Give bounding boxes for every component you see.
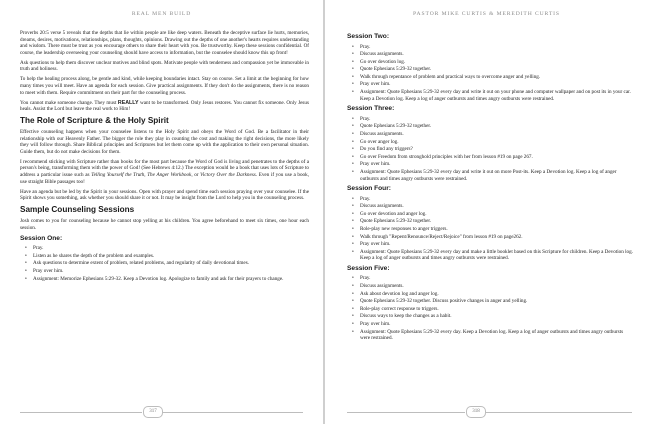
list-item: • Listen as he shares the depth of the problem and examples. [33, 253, 309, 260]
intro-paragraph: Proverbs 20:5 verse 5 reveals that the depths that lie within people are like deep waters. Beneath the deceptive surface lie hurts, memories, dreams, desires, motivations, relationships, plans, thoughts, opinions. Drawing out the depths of one another's hearts requires understanding and wisdom. There must be trust as you encourage others to share their heart with you. Be trustworthy. Keep these sessions confidential. Of course, the leadership overseeing your counseling should have access to information, but the counselee should know this up front! [20, 30, 309, 56]
list-item: • Ask questions to determine extent of problem, related problems, and regularity of daily devotional times. [33, 260, 309, 267]
section-heading-sample-sessions: Sample Counseling Sessions [20, 205, 135, 215]
list-item: • Pray over him. [360, 241, 634, 248]
page-number: 317 [143, 406, 163, 418]
list-item: • Discuss assignments. [360, 283, 634, 290]
list-item: • Quote Ephesians 5:29-32 together. [360, 123, 634, 130]
session-five-heading: Session Five: [347, 264, 390, 272]
list-item: • Go over Freedom from stronghold principles with her from lesson #19 on page 267. [360, 154, 634, 161]
footer-rule [486, 412, 632, 413]
session-three-heading: Session Three: [347, 105, 395, 113]
books-paragraph [20, 159, 309, 185]
list-item: • Role-play new responses to anger triggers. [360, 226, 634, 233]
books-sep: , or [191, 172, 201, 179]
list-item: • Discuss assignments. [360, 203, 634, 210]
session-five-list [347, 275, 634, 341]
sample-intro-paragraph: Josh comes to you for counseling because he cannot stop yelling at his children. You agree beforehand to meet six times, one hour each session. [20, 218, 309, 231]
list-item: • Go over devotion and anger log. [360, 211, 634, 218]
footer-rule [163, 412, 303, 413]
really-paragraph [20, 100, 309, 113]
list-item: • Assignment: Memorize Ephesians 5:29-32. Keep a Devotion log. Apologize to family and ask for their prayers to change. [33, 276, 309, 283]
session-two-list [347, 44, 634, 103]
list-item: • Go over devotion log. [360, 59, 634, 66]
right-page-body [347, 30, 634, 344]
books-text-before: I recommend sticking with Scripture rather than books for the most part because the Word of God is living and penetrates to the depths of a person's being, transforming them with the power of God! (See Hebrews 4:12.) The exception would be a book that uses lots of Scripture to address a particular issue such as [20, 158, 309, 179]
book-title: Telling Yourself the Truth [91, 172, 145, 179]
scripture-paragraph: Effective counseling happens when your counselee listens to the Holy Spirit and obeys the Word of God. Be a facilitator in their relationship with our Heavenly Father. The bigger the role they play in counting the cost and making the right decisions, the more likely they will follow through. Share Biblical principles and Scriptures but let them come up with the application to their own personal situation. Guide them, but do not make decisions for them. [20, 129, 309, 155]
left-page-footer [0, 406, 323, 418]
list-item: • Pray. [360, 275, 634, 282]
really-text-after: want to be transformed. Only Jesus restores. You cannot fix someone. Only Jesus heals. Assist the Lord but leave the real work to Him! [20, 99, 309, 113]
list-item: • Pray over him. [360, 321, 634, 328]
list-item: • Do you find any triggers? [360, 146, 634, 153]
list-item: • Go over anger log. [360, 139, 634, 146]
list-item: • Discuss assignments. [360, 131, 634, 138]
left-page [0, 0, 323, 424]
list-item: • Pray over him. [360, 161, 634, 168]
intro-paragraph: Ask questions to help them discover unclear motives and blind spots. Motivate people with tenderness and compassion yet be immovable in truth and holiness. [20, 59, 309, 73]
right-running-header: PASTOR MIKE CURTIS & MEREDITH CURTIS [413, 11, 560, 17]
session-two-heading: Session Two: [347, 33, 390, 40]
list-item: • Ask about devotion log and anger log. [360, 291, 634, 298]
session-four-heading: Session Four: [347, 185, 391, 193]
really-text-before: You cannot make someone change. They must [20, 99, 118, 106]
footer-rule [347, 412, 465, 413]
list-item: • Quote Ephesians 5:29-32 together. Discuss positive changes in anger and yelling. [360, 298, 634, 305]
session-one-list [20, 245, 309, 282]
book-title: The Anger Workbook [147, 172, 192, 179]
left-running-header: REAL MEN BUILD [131, 11, 192, 17]
books-text-after: . Even if you use a book, use straight Bible passages too! [20, 172, 309, 185]
list-item: • Pray. [360, 116, 634, 123]
right-page [325, 0, 648, 424]
section-heading-scripture: The Role of Scripture & the Holy Spirit [20, 116, 169, 126]
list-item: • Assignment: Quote Ephesians 5:29-32 every day and make a little booklet based on this Scripture for children. Keep a Devotion log. Keep a log of anger outbursts and times angry outbursts were restrained. [360, 249, 634, 262]
list-item: • Walk through "Repent/Renounce/Reject/Rejoice" from lesson #19 on page262. [360, 234, 634, 241]
list-item: • Pray over him. [360, 81, 634, 88]
agenda-paragraph: Have an agenda but be led by the Spirit in your sessions. Open with prayer and spend time each session praying over your counselee. If the Spirit shows you something, ask whether you should share it or not. It may be insight from the Lord to help you in the counseling process. [20, 188, 309, 202]
list-item: • Pray over him. [33, 268, 309, 275]
books-sep: , [144, 172, 148, 179]
list-item: • Walk through repentance of problem and practical ways to overcome anger and yelling. [360, 74, 634, 81]
list-item: • Pray. [360, 44, 634, 51]
list-item: • Discuss assignments. [360, 51, 634, 58]
left-page-body [20, 30, 309, 284]
book-title: Victory Over the Darkness [200, 172, 256, 179]
list-item: • Pray. [360, 196, 634, 203]
list-item: • Pray. [33, 245, 309, 252]
list-item: • Quote Ephesians 5:29-32 together. [360, 66, 634, 73]
session-one-heading: Session One: [20, 234, 63, 242]
list-item: • Role-play correct response to triggers. [360, 306, 634, 313]
footer-rule [20, 412, 142, 413]
list-item: • Quote Ephesians 5:29-32 together. [360, 218, 634, 225]
really-emphasis: REALLY [117, 99, 139, 106]
list-item: • Assignment: Quote Ephesians 5:29-32 every day. Keep a Devotion log. Keep a log of anger outbursts and times angry outbursts were restrained. [360, 329, 634, 342]
page-number: 318 [466, 406, 486, 418]
right-page-footer [325, 406, 648, 418]
session-three-list [347, 116, 634, 182]
list-item: • Assignment: Quote Ephesians 5:29-32 every day and write it out on your phone and computer wallpaper and on post its in your car. Keep a Devotion log. Keep a log of anger outbursts and times angry outbursts were restrained. [360, 89, 634, 102]
list-item: • Assignment: Quote Ephesians 5:29-32 every day and write it out on more Post-its. Keep a Devotion log. Keep a log of anger outbursts and times angry outbursts were restrained. [360, 169, 634, 182]
intro-paragraph: To help the healing process along, be gentle and kind, while keeping boundaries intact. Stay on course. Set a limit at the beginning for how many times you will meet. Have an agenda for each session. Give practical assignments. If they don't do the assignments, there is no reason to meet with them. Require commitment on their part for the counseling process. [20, 76, 309, 96]
list-item: • Discuss ways to keep the changes as a habit. [360, 313, 634, 320]
session-four-list [347, 196, 634, 262]
